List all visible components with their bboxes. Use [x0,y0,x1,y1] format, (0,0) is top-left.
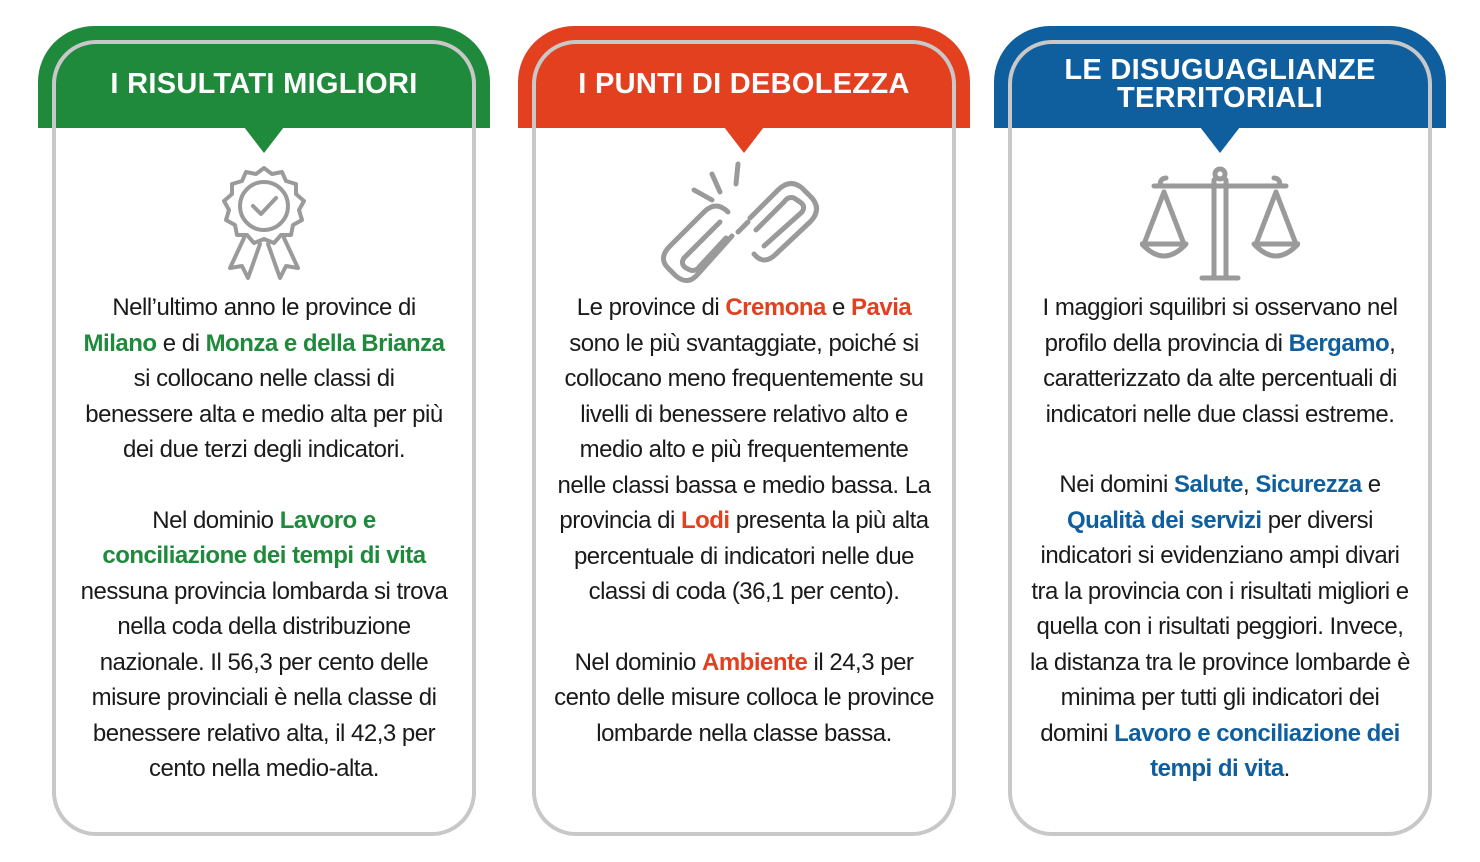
panel-weak-points [518,26,970,836]
panel-text [554,290,934,751]
paragraph-gap [554,610,934,645]
broken-chain-icon [654,160,834,300]
highlight-lavoro: Lavoro e conciliazione dei tempi di vita [1114,719,1400,782]
text-span: Nel dominio [152,506,280,534]
text-span: sono le più svantaggiate, poiché si collocano meno frequentemente su livelli di benessere relativo alto e medio alto e più frequentemente nelle classi bassa e medio bassa. La provincia di [557,329,931,534]
highlight-monza: Monza e della Brianza [205,329,445,357]
header-pointer [724,127,764,153]
text-span: presenta la più alta percentuale di indicatori nelle due classi di coda (36,1 per cento). [573,507,929,605]
panel-title-line-2: TERRITORIALI [1116,82,1324,114]
highlight-cremona: Cremona [725,294,826,321]
highlight-qualita-servizi: Qualità dei servizi [1067,506,1262,534]
award-badge-icon [216,164,312,290]
text-span: e di [156,329,206,357]
header-pointer [244,127,284,153]
panel-title: I PUNTI DI DEBOLEZZA [578,68,910,100]
highlight-lodi: Lodi [680,507,730,534]
paragraph-gap [78,468,450,503]
paragraph-2 [554,645,934,752]
text-span: il 24,3 per cento delle misure colloca le province lombarde nella classe bassa. [554,648,934,747]
paragraph-2 [78,503,450,787]
text-span: Nel dominio [574,648,702,676]
paragraph-gap [1030,432,1410,467]
panel-title: I RISULTATI MIGLIORI [110,68,418,100]
text-span: e [825,294,852,321]
text-span: Nei domini [1059,471,1174,498]
text-span: , [1243,471,1256,498]
highlight-lavoro: Lavoro e conciliazione dei tempi di vita [102,506,426,569]
panel-best-results [38,26,490,836]
panel-text [78,290,450,787]
header-pointer [1200,127,1240,153]
text-span: si collocano nelle classi di benessere alta e medio alta per più dei due terzi degli indicatori. [85,365,443,463]
paragraph-1 [1030,290,1410,432]
text-span: Le province di [576,294,726,321]
panel-title [994,40,1446,128]
highlight-pavia: Pavia [851,294,912,321]
text-span: nessuna provincia lombarda si trova nella coda della distribuzione nazionale. Il 56,3 per cento delle misure provinciali è nella classe di benessere relativo alta, il 42,3 per cento nella medio-alta. [80,577,448,782]
panel-title-line-1: LE DISUGUAGLIANZE [1064,54,1376,86]
highlight-bergamo: Bergamo [1288,329,1390,357]
text-span: I maggiori squilibri si osservano nel profilo della provincia di [1042,294,1398,357]
panel-territorial-inequalities [994,26,1446,836]
highlight-milano: Milano [83,329,157,357]
text-span: e [1361,471,1381,498]
paragraph-1 [78,290,450,468]
highlight-ambiente: Ambiente [701,648,808,676]
text-span: . [1283,755,1290,782]
paragraph-1 [554,290,934,610]
text-span: , caratterizzato da alte percentuali di indicatori nelle due classi estreme. [1043,329,1397,428]
panel-text [1030,290,1410,787]
paragraph-2 [1030,467,1410,787]
highlight-salute: Salute [1173,471,1243,498]
text-span: per diversi indicatori si evidenziano ampi divari tra la provincia con i risultati migliori e quella con i risultati peggiori. Invece, la distanza tra le province lombarde è minima per tutti gli indicatori dei domini [1030,506,1410,747]
balance-scale-icon [1140,164,1300,282]
highlight-sicurezza: Sicurezza [1255,471,1362,498]
text-span: Nell’ultimo anno le province di [112,294,416,321]
